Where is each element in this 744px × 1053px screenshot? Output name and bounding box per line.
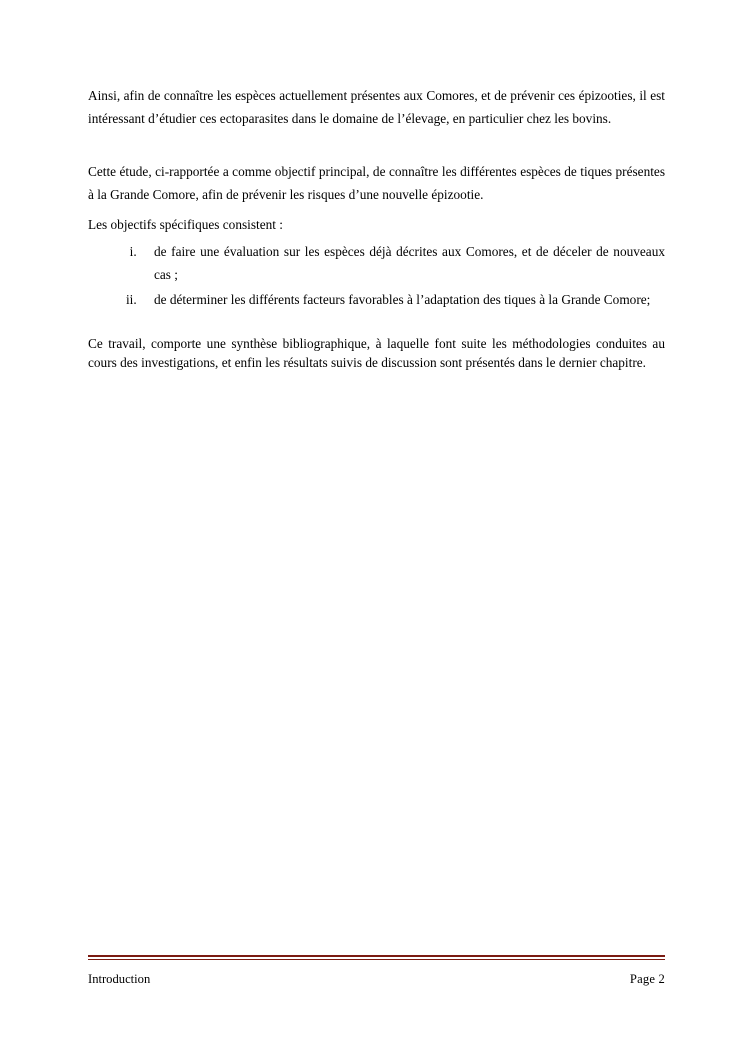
objectives-list <box>88 241 665 312</box>
document-body <box>88 85 665 372</box>
paragraph-spacer <box>88 314 665 334</box>
paragraph-objectives-lead: Les objectifs spécifiques consistent : <box>88 217 283 233</box>
list-item: ii. de déterminer les différents facteurs favorables à l’adaptation des tiques à la Grande Comore; <box>140 289 665 312</box>
paragraph-spacer <box>88 206 665 214</box>
footer-rule-bottom <box>88 959 665 960</box>
footer-page-number: Page 2 <box>629 972 665 986</box>
footer-section-label: Introduction <box>88 972 151 986</box>
paragraph-spacer <box>88 131 665 161</box>
paragraph-objective-main: Cette étude, ci-rapportée a comme objectif principal, de connaître les différentes espèces de tiques présentes à la Grande Comore, afin de prévenir les risques d’une nouvelle épizootie. <box>88 163 665 202</box>
list-item: i. de faire une évaluation sur les espèces déjà décrites aux Comores, et de déceler de nouveaux cas ; <box>140 241 665 287</box>
paragraph-intro: Ainsi, afin de connaître les espèces actuellement présentes aux Comores, et de prévenir ces épizooties, il est intéressant d’étudier ces ectoparasites dans le domaine de l’élevage, en particulier chez les bovins. <box>88 88 665 126</box>
paragraph-structure: Ce travail, comporte une synthèse bibliographique, à laquelle font suite les méthodologies conduites au cours des investigations, et enfin les résultats suivis de discussion sont présentés dans le dernier chapitre. <box>88 335 665 371</box>
page-footer <box>88 955 665 987</box>
footer-rule-top <box>88 955 665 957</box>
footer-row <box>88 972 665 987</box>
